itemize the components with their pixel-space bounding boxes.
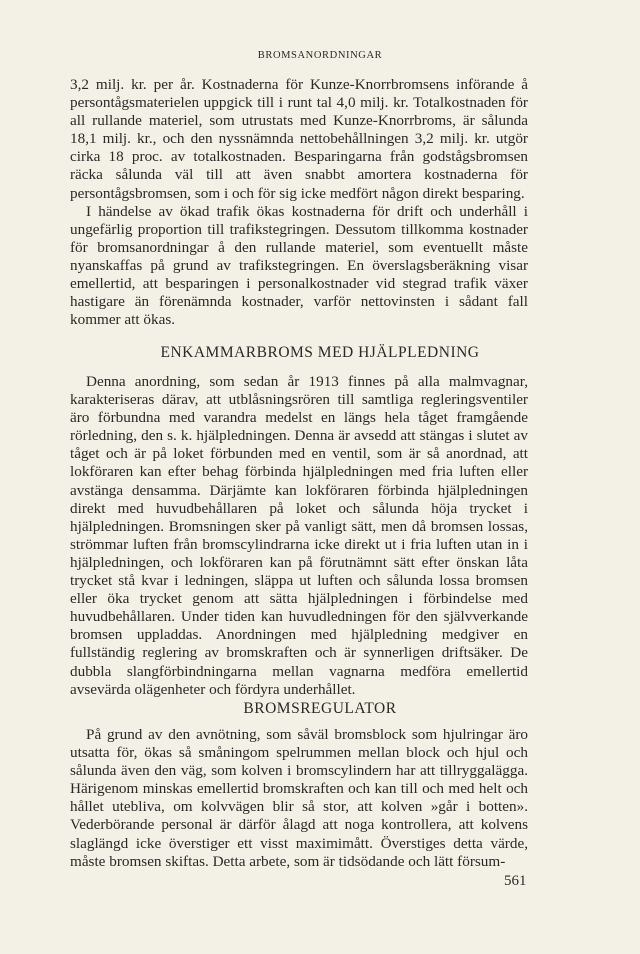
section-2-text xyxy=(70,726,528,871)
page-number: 561 xyxy=(504,873,527,889)
intro-text xyxy=(70,76,528,329)
section-heading-bromsregulator: BROMSREGULATOR xyxy=(243,700,397,717)
running-header: BROMSANORDNINGAR xyxy=(257,50,383,61)
section-heading-enkammarbroms: ENKAMMARBROMS MED HJÄLPLEDNING xyxy=(160,344,480,361)
section-2-paragraph: På grund av den avnötning, som såväl bromsblock som hjulringar äro utsatta för, ökas så småningom spelrummen mellan block och hjul och sålunda även den väg, som kolven i bromscylindern har att tillryggalägga. Härigenom minskas emellertid bromskraften och kan till och med helt och hållet utebliva, om kolvvägen blir så stor, att kolven »går i botten». Vederbörande personal är därför ålagd att noga kontrollera, att kolvens slaglängd icke överstiger ett visst maximimått. Överstiges detta värde, måste bromsen skiftas. Detta arbete, som är tidsödande och lätt försum- xyxy=(70,726,528,870)
section-1-paragraph: Denna anordning, som sedan år 1913 finnes på alla malmvagnar, karakteriseras därav, att utblåsningsrören till samtliga regleringsventiler äro förbundna med varandra medelst en längs hela tåget framgående rörledning, den s. k. hjälpledningen. Denna är avsedd att stängas i slutet av tåget och är på loket förbunden med en ventil, som är så anordnad, att lokföraren kan efter behag förbinda hjälpledningen med fria luften eller avstänga densamma. Därjämte kan lokföraren förbinda hjälpledningen direkt med huvudbehållaren på loket och sålunda höja trycket i hjälpledningen. Bromsningen sker på vanligt sätt, men då bromsen lossas, strömmar luften från bromscylindrarna icke direkt ut i fria luften utan in i hjälpledningen, och lokföraren kan på förutnämnt sätt efter önskan låta trycket stå kvar i ledningen, släppa ut luften och sålunda lossa bromsen eller öka trycket genom att sätta hjälpledningen i förbindelse med huvudbehållaren. Under tiden kan huvudledningen för den självverkande bromsen uppladdas. Anordningen med hjälpledning medgiver en fullständig reglering av bromskraften och är synnerligen driftsäker. De dubbla slangförbindningarna mellan vagnarna medföra emellertid avsevärda olägenheter och fördyra underhållet. xyxy=(70,373,528,698)
intro-paragraph-2: I händelse av ökad trafik ökas kostnaderna för drift och underhåll i ungefärlig proportion till trafikstegringen. Dessutom tillkomma kostnader för bromsanordningar å den rullande materiel, som eventuellt måste nyanskaffas på grund av trafikstegringen. En överslagsberäkning visar emellertid, att besparingen i personalkostnader vid stegrad trafik växer hastigare än förenämnda kostnader, varför nettovinsten i sådant fall kommer att ökas. xyxy=(70,202,528,329)
section-1-text xyxy=(70,373,528,699)
intro-paragraph-1: 3,2 milj. kr. per år. Kostnaderna för Kunze-Knorrbromsens införande å persontågsmaterielen uppgick till i runt tal 4,0 milj. kr. Totalkostnaden för all rullande materiel, som utrustats med Kunze-Knorrbroms, är sålunda 18,1 milj. kr., och den nyssnämnda nettobehållningen 3,2 milj. kr. utgör cirka 18 proc. av totalkostnaden. Besparingarna från godstågsbromsen räcka sålunda väl till att även snabbt amortera kostnaderna för persontågsbromsen, som i och för sig icke medfört någon direkt besparing. xyxy=(70,76,528,202)
